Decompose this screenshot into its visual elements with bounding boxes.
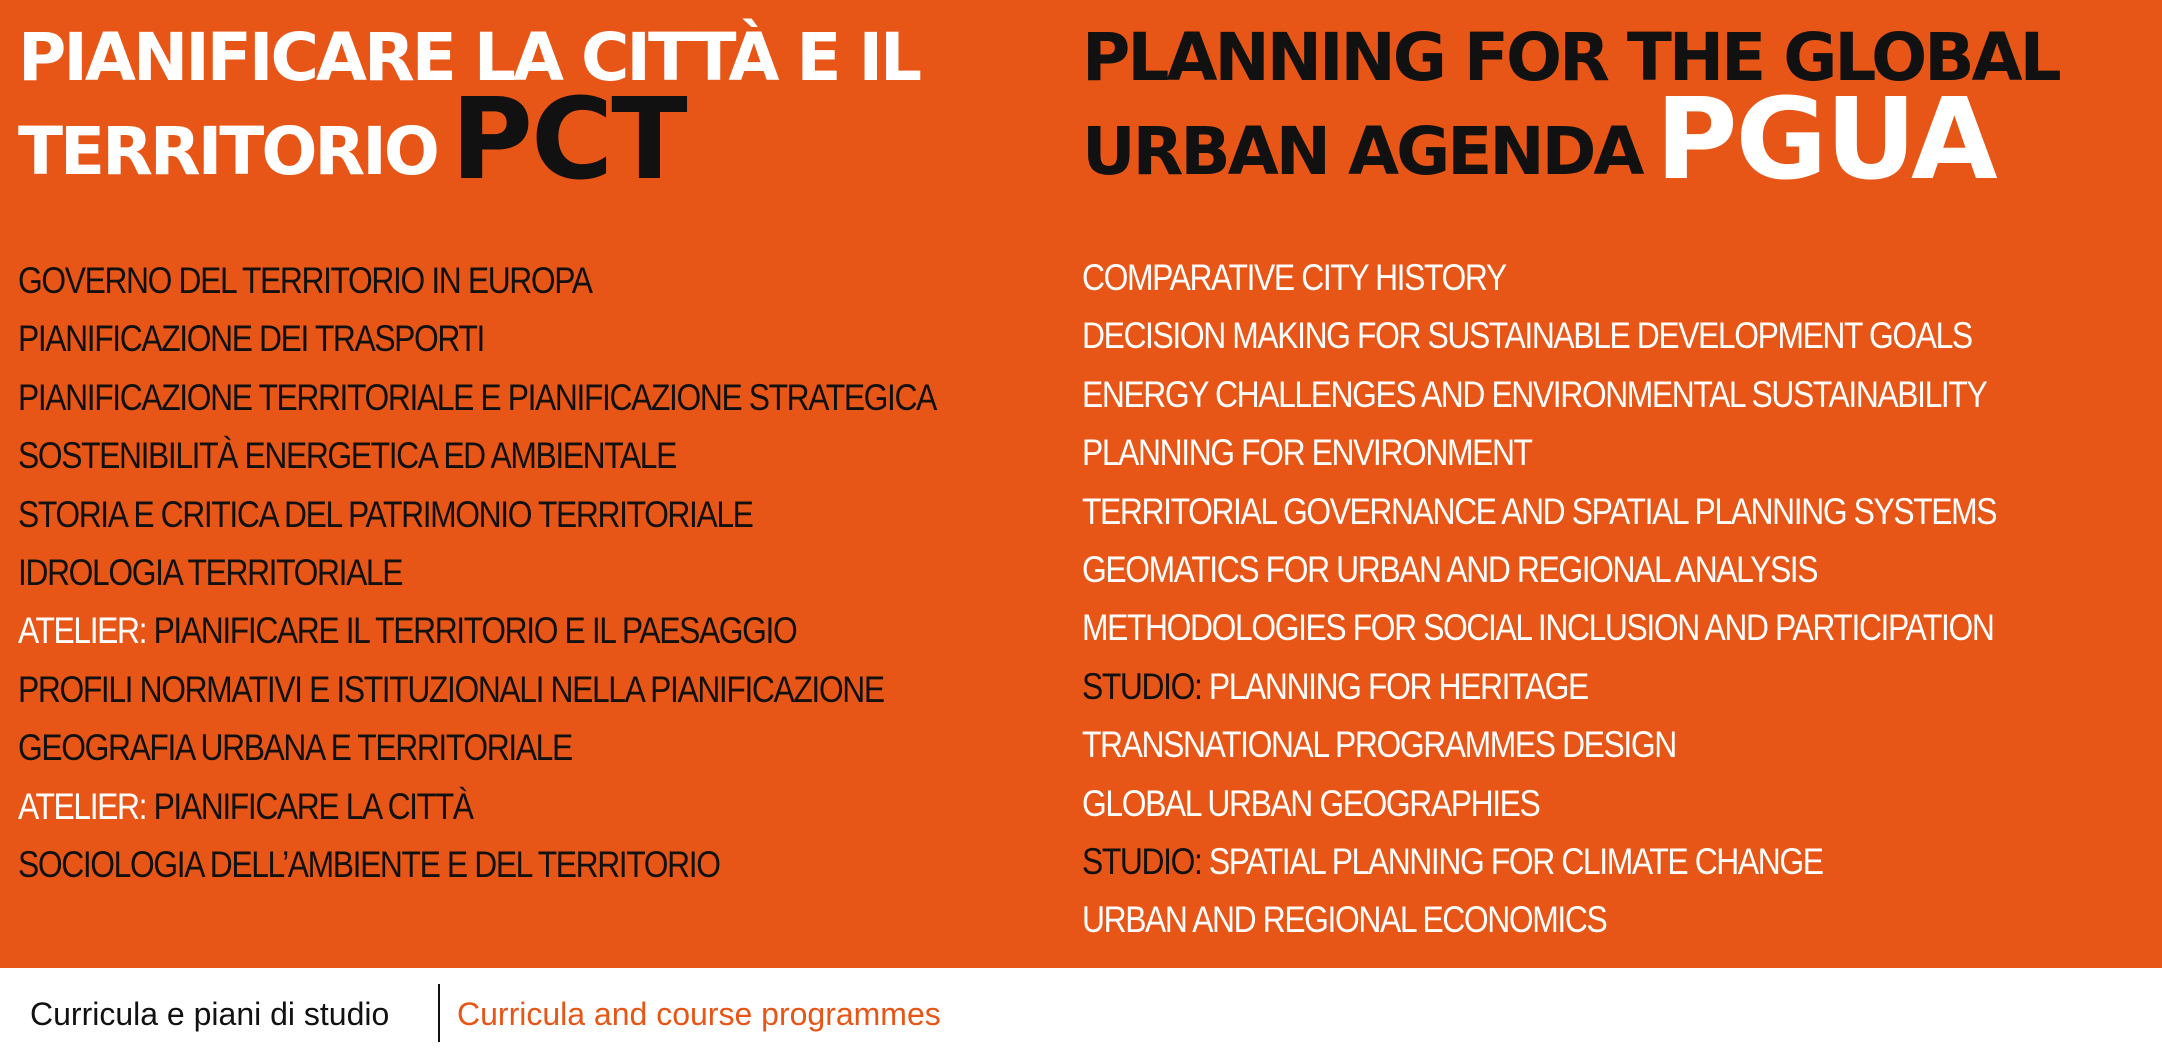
course-title: ENERGY CHALLENGES AND ENVIRONMENTAL SUSTAINABILITY (1082, 373, 1987, 415)
course-title: SOCIOLOGIA DELL’AMBIENTE E DEL TERRITORIO (18, 843, 720, 885)
course-item (1082, 781, 1996, 839)
course-item (18, 667, 936, 725)
course-title: SOSTENIBILITÀ ENERGETICA ED AMBIENTALE (18, 435, 676, 477)
course-title: TRANSNATIONAL PROGRAMMES DESIGN (1082, 724, 1676, 766)
course-item (18, 784, 936, 842)
course-title: COMPARATIVE CITY HISTORY (1082, 257, 1506, 298)
footer-divider (438, 984, 440, 1042)
pgua-title-line2-wrap (1082, 75, 1996, 205)
course-item (18, 492, 936, 550)
course-item (1082, 372, 1996, 430)
course-item (18, 608, 936, 666)
pct-title-line2: TERRITORIO (18, 113, 437, 190)
course-title: PLANNING FOR HERITAGE (1208, 665, 1588, 707)
course-item (18, 433, 936, 491)
course-title: SPATIAL PLANNING FOR CLIMATE CHANGE (1208, 840, 1823, 882)
course-item (18, 316, 936, 374)
pgua-title-line2: URBAN AGENDA (1082, 113, 1642, 190)
course-title: DECISION MAKING FOR SUSTAINABLE DEVELOPMENT GOALS (1082, 315, 1972, 357)
footer-italian-label: Curricula e piani di studio (30, 996, 390, 1032)
course-title: METHODOLOGIES FOR SOCIAL INCLUSION AND PARTICIPATION (1082, 607, 1994, 649)
course-prefix: ATELIER: (18, 785, 154, 827)
course-title: GEOGRAFIA URBANA E TERRITORIALE (18, 727, 572, 769)
course-item (1082, 839, 1996, 897)
course-title: GEOMATICS FOR URBAN AND REGIONAL ANALYSIS (1082, 548, 1818, 590)
course-item (1082, 664, 1996, 722)
course-title: PLANNING FOR ENVIRONMENT (1082, 432, 1532, 474)
course-item (1082, 547, 1996, 605)
course-item (1082, 722, 1996, 780)
pgua-title-line1: PLANNING FOR THE GLOBAL (1082, 19, 2059, 96)
course-item (18, 375, 936, 433)
pct-title-line1: PIANIFICARE LA CITTÀ E IL (18, 19, 920, 96)
course-title: PIANIFICARE IL TERRITORIO E IL PAESAGGIO (153, 610, 797, 652)
course-title: PROFILI NORMATIVI E ISTITUZIONALI NELLA PIANIFICAZIONE (18, 668, 884, 710)
footer (0, 968, 2162, 1063)
pgua-acronym: PGUA (1655, 75, 1996, 205)
course-item (18, 550, 936, 608)
course-title: PIANIFICAZIONE TERRITORIALE E PIANIFICAZIONE STRATEGICA (18, 376, 936, 418)
footer-english-label: Curricula and course programmes (457, 996, 941, 1032)
course-title: STORIA E CRITICA DEL PATRIMONIO TERRITORIALE (18, 493, 753, 535)
course-title: IDROLOGIA TERRITORIALE (18, 551, 403, 593)
course-item (1082, 489, 1996, 547)
pct-title-line2-wrap (18, 75, 686, 205)
course-item (1082, 430, 1996, 488)
course-item (1082, 897, 1996, 955)
course-item (18, 725, 936, 783)
course-title: GOVERNO DEL TERRITORIO IN EUROPA (18, 260, 592, 301)
pgua-course-list (1082, 255, 2145, 956)
course-prefix: STUDIO: (1082, 840, 1209, 882)
course-prefix: ATELIER: (18, 610, 154, 652)
course-item (18, 842, 936, 900)
course-item (1082, 255, 1996, 313)
course-title: GLOBAL URBAN GEOGRAPHIES (1082, 782, 1540, 824)
course-item (1082, 605, 1996, 663)
course-title: PIANIFICAZIONE DEI TRASPORTI (18, 318, 484, 360)
course-title: URBAN AND REGIONAL ECONOMICS (1082, 899, 1607, 941)
course-item (18, 258, 936, 316)
course-title: PIANIFICARE LA CITTÀ (153, 785, 473, 827)
pct-course-list (18, 258, 1085, 900)
course-item (1082, 313, 1996, 371)
course-title: TERRITORIAL GOVERNANCE AND SPATIAL PLANNING SYSTEMS (1082, 490, 1997, 532)
pct-acronym: PCT (450, 75, 686, 205)
course-prefix: STUDIO: (1082, 665, 1209, 707)
